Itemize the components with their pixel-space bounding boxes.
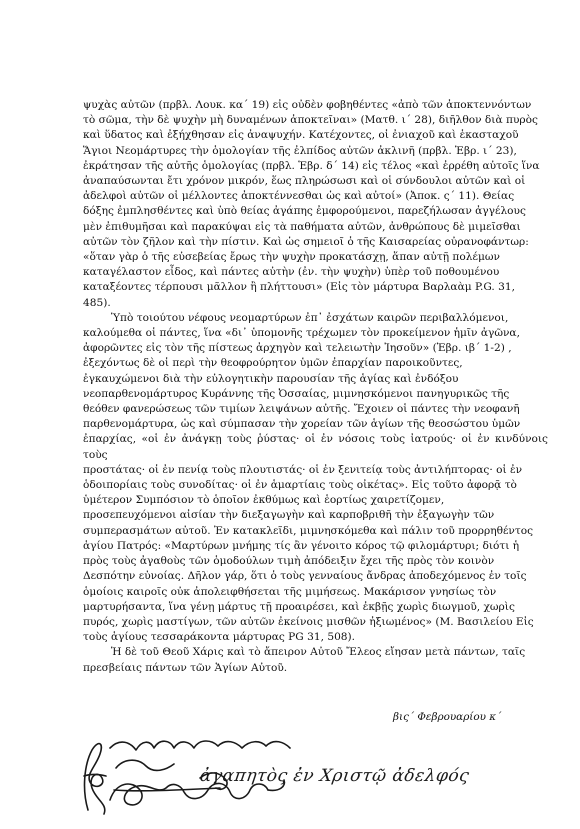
- date-line: [393, 711, 501, 723]
- signature-caption: [199, 766, 471, 786]
- closing-blessing: Ἡ δὲ τοῦ Θεοῦ Χάρις καὶ τὸ ἄπειρον Αὐτοῦ Ἔλεος εἴησαν μετὰ πάντων, ταῖς πρεσβείαις πάντων τῶν Ἁγίων Αὐτοῦ.: [83, 646, 526, 674]
- letter-body: [83, 98, 548, 676]
- paragraph-martyrs: ψυχὰς αὐτῶν (πρβλ. Λουκ. κα΄ 19) εἰς οὐδὲν φοβηθέντες «ἀπὸ τῶν ἀποκτεννόντων τὸ σῶμα, τὴν δὲ ψυχὴν μὴ δυναμένων ἀποκτεῖναι» (Ματθ. ι΄ 28), διῆλθον διὰ πυρὸς καὶ ὕδατος καὶ ἐξήχθησαν εἰς ἀναψυχήν. Κατέχοντες, οἱ ἐνιαχοῦ καὶ ἑκασταχοῦ Ἅγιοι Νεομάρτυρες τὴν ὁμολογίαν τῆς ἐλπίδος αὐτῶν ἀκλινῆ (πρβλ. Ἑβρ. ι΄ 23), ἐκράτησαν τῆς αὐτῆς ὁμολογίας (πρβλ. Ἑβρ. δ΄ 14) εἰς τέλος «καὶ ἐρρέθη αὐτοῖς ἵνα ἀναπαύσωνται ἔτι χρόνον μικρόν, ἕως πληρώσωσι καὶ οἱ σύνδουλοι αὐτῶν καὶ οἱ ἀδελφοὶ αὐτῶν οἱ μέλλοντες ἀποκτέννεσθαι ὡς καὶ αὐτοί» (Ἀποκ. ς΄ 11). Θείας δόξης ἐμπλησθέντες καὶ ὑπὸ θείας ἀγάπης ἐμφορούμενοι, παρεζήλωσαν ἀγγέλους μὲν ἐπιθυμῆσαι καὶ παρακύψαι εἰς τὰ παθήματα αὐτῶν, ἀνθρώπους δὲ μιμεῖσθαι αὐτῶν τὸν ζῆλον καὶ τὴν πίστιν. Καὶ ὡς σημειοῖ ὁ τῆς Καισαρείας οὐρανοφάντωρ: «ὅταν γὰρ ὁ τῆς εὐσεβείας ἔρως τὴν ψυχὴν προκατάσχῃ, ἅπαν αὐτῇ πολέμων καταγέλαστον εἶδος, καὶ πάντες αὐτὴν (ἐν. τὴν ψυχὴν) ὑπὲρ τοῦ ποθουμένου καταξέοντες τέρπουσι μᾶλλον ἢ πλήττουσι» (Εἰς τὸν μάρτυρα Βαρλαὰμ P.G. 31, 485).: [83, 99, 540, 309]
- paragraph-symposium: Ὑπὸ τοιούτου νέφους νεομαρτύρων ἐπ᾽ ἐσχάτων καιρῶν περιβαλλόμενοι, καλούμεθα οἱ πάντες, ἵνα «δι᾽ ὑπομονῆς τρέχωμεν τὸν προκείμενον ἡμῖν ἀγῶνα, ἀφορῶντες εἰς τὸν τῆς πίστεως ἀρχηγὸν καὶ τελειωτὴν Ἰησοῦν» (Ἑβρ. ιβ΄ 1-2) , ἐξεχόντως δὲ οἱ περὶ τὴν θεοφρούρητον ὑμῶν ἐπαρχίαν παροικοῦντες, ἐγκαυχώμενοι διὰ τὴν εὐλογητικὴν παρουσίαν τῆς ἁγίας καὶ ἐνδόξου νεοπαρθενομάρτυρος Κυράννης τῆς Ὀσσαίας, μιμνησκόμενοι πανηγυρικῶς τῆς θεόθεν φανερώσεως τῶν τιμίων λειψάνων αὐτῆς. Ἔχοιεν οἱ πάντες τὴν νεοφανῆ παρθενομάρτυρα, ὡς καὶ σύμπασαν τὴν χορείαν τῶν ἁγίων τῆς θεοσώστου ὑμῶν ἐπαρχίας, «οἱ ἐν ἀνάγκῃ τοὺς ῥύστας· οἱ ἐν νόσοις τοὺς ἰατρούς· οἱ ἐν κινδύνοις τοὺς προστάτας· οἱ ἐν πενίᾳ τοὺς πλουτιστάς· οἱ ἐν ξενιτείᾳ τοὺς ἀντιλήπτορας· οἱ ἐν ὁδοιπορίαις τοὺς συνοδίτας· οἱ ἐν ἁμαρτίαις τοὺς οἰκέτας». Εἰς τοῦτο ἀφορᾷ τὸ ὑμέτερον Συμπόσιον τὸ ὁποῖον ἐκθύμως καὶ ἑορτίως χαιρετίζομεν, προσεπευχόμενοι αἰσίαν τὴν διεξαγωγὴν καὶ καρποβριθῆ τὴν ἐξαγωγὴν τῶν συμπερασμάτων αὐτοῦ. Ἐν κατακλεῖδι, μιμνησκόμεθα καὶ πάλιν τοῦ προρρηθέντος ἁγίου Πατρός: «Μαρτύρων μνήμης τίς ἂν γένοιτο κόρος τῷ φιλομάρτυρι; διότι ἡ πρὸς τοὺς ἀγαθοὺς τῶν ὁμοδούλων τιμὴ ἀπόδειξιν ἔχει τῆς πρὸς τὸν κοινὸν Δεσπότην εὐνοίας. Δῆλον γάρ, ὅτι ὁ τοὺς γενναίους ἄνδρας ἀποδεχόμενος ἐν τοῖς ὁμοίοις καιροῖς οὐκ ἀπολειφθήσεται τῆς μιμήσεως. Μακάρισον γνησίως τὸν μαρτυρήσαντα, ἵνα γένῃ μάρτυς τῇ προαιρέσει, καὶ ἐκβῇς χωρὶς διωγμοῦ, χωρὶς πυρός, χωρὶς μαστίγων, τῶν αὐτῶν ἐκείνοις μισθῶν ἠξιωμένος» (Μ. Βασιλείου Εἰς τοὺς ἁγίους τεσσαράκοντα μάρτυρας PG 31, 508).: [83, 311, 548, 644]
- date-text: βις΄ Φεβρουαρίου κ΄: [393, 711, 502, 723]
- signature-words: ἀγαπητὸς ἐν Χριστῷ ἀδελφός: [198, 766, 471, 786]
